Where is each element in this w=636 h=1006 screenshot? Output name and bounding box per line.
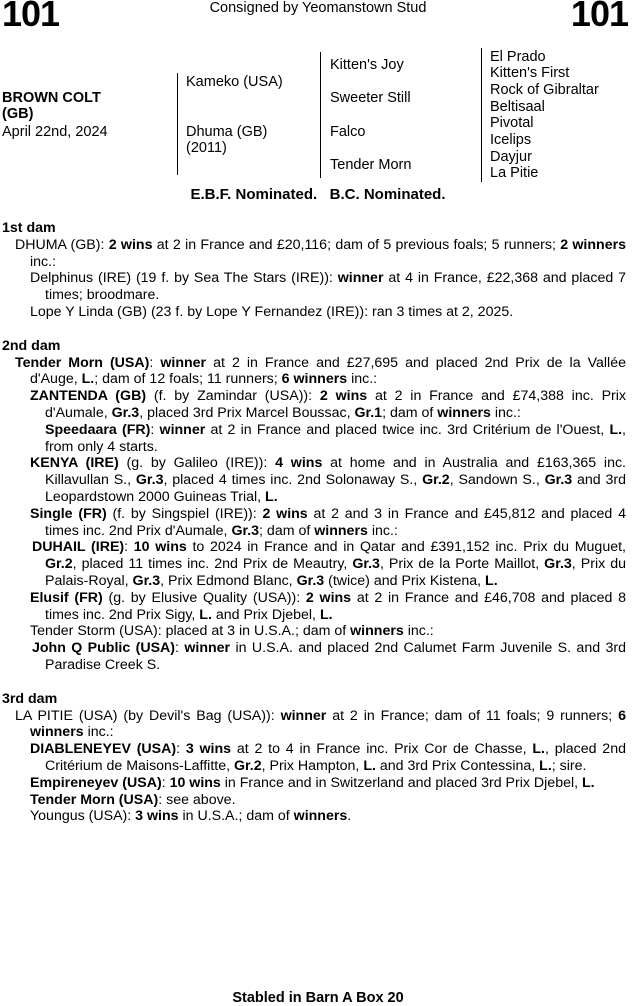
pedigree-sire: Kameko (USA)	[186, 74, 283, 90]
produce-tender-morn: Tender Morn (USA): see above.	[30, 791, 236, 808]
produce-elusif: Elusif (FR) (g. by Elusive Quality (USA)): 2 wins at 2 in France and £46,708 and placed 8 times inc. 2nd Prix Sigy, L. and Prix Djebel, L.	[30, 589, 626, 623]
pedigree-dam: Dhuma (GB)	[186, 124, 268, 140]
produce-single: Single (FR) (f. by Singspiel (IRE)): 2 wins at 2 and 3 in France and £45,812 and placed 4 times inc. 2nd Prix d'Aumale, Gr.3; dam of winners inc.:	[30, 505, 626, 539]
pedigree-gen4-3: Rock of Gibraltar	[490, 82, 599, 98]
lot-number-right: 101	[570, 0, 628, 34]
pedigree-dam-year: (2011)	[186, 140, 227, 156]
pedigree-gen4-7: Dayjur	[490, 149, 532, 165]
produce-john-q-public: John Q Public (USA): winner in U.S.A. and placed 2nd Calumet Farm Juvenile S. and 3rd Paradise Creek S.	[32, 640, 626, 673]
pedigree-bracket-1	[177, 73, 178, 175]
stabling-info: Stabled in Barn A Box 20	[232, 990, 404, 1006]
nominations: E.B.F. Nominated. B.C. Nominated.	[190, 186, 446, 203]
pedigree-gen4-8: La Pitie	[490, 165, 539, 181]
pedigree-dam-dam: Tender Morn	[330, 157, 412, 173]
pedigree-gen4-6: Icelips	[490, 132, 532, 148]
produce-youngus: Youngus (USA): 3 wins in U.S.A.; dam of winners.	[30, 808, 352, 825]
pedigree-gen4-5: Pivotal	[490, 115, 534, 131]
third-dam-heading: 3rd dam	[2, 690, 58, 707]
pedigree-sire-sire: Kitten's Joy	[330, 57, 404, 73]
produce-empireneyev: Empireneyev (USA): 10 wins in France and in Switzerland and placed 3rd Prix Djebel, L.	[30, 774, 595, 791]
pedigree-bracket-3	[481, 48, 482, 182]
consignor: Consigned by Yeomanstown Stud	[209, 0, 427, 16]
foaling-date: April 22nd, 2024	[2, 124, 108, 140]
produce-delphinus: Delphinus (IRE) (19 f. by Sea The Stars (IRE)): winner at 4 in France, £22,368 and placed 7 times; broodmare.	[30, 270, 626, 304]
produce-speedaara: Speedaara (FR): winner at 2 in France and placed twice inc. 3rd Critérium de l'Ouest, L., from only 4 starts.	[45, 421, 626, 455]
produce-lope-y-linda: Lope Y Linda (GB) (23 f. by Lope Y Fernandez (IRE)): ran 3 times at 2, 2025.	[30, 303, 514, 320]
pedigree-bracket-2	[320, 52, 321, 178]
pedigree-sire-dam: Sweeter Still	[330, 90, 411, 106]
first-dam-heading: 1st dam	[2, 220, 56, 236]
lot-number-left: 101	[2, 0, 60, 34]
horse-description: BROWN COLT	[2, 90, 101, 106]
pedigree-dam-sire: Falco	[330, 124, 366, 140]
produce-diableneyev: DIABLENEYEV (USA): 3 wins at 2 to 4 in France inc. Prix Cor de Chasse, L., placed 2nd Critérium de Maisons-Laffitte, Gr.2, Prix Hampton, L. and 3rd Prix Contessina, L.; sire.	[30, 741, 626, 774]
first-dam-entry: DHUMA (GB): 2 wins at 2 in France and £20,116; dam of 5 previous foals; 5 runners; 2 winners inc.:	[15, 236, 627, 270]
second-dam-entry: Tender Morn (USA): winner at 2 in France and £27,695 and placed 2nd Prix de la Vallée d'Auge, L.; dam of 12 foals; 11 runners; 6 winners inc.:	[15, 354, 626, 388]
produce-kenya: KENYA (IRE) (g. by Galileo (IRE)): 4 wins at home and in Australia and £163,365 inc. Killavullan S., Gr.3, placed 4 times inc. 2nd Solonaway S., Gr.2, Sandown S., Gr.3 and 3rd Leopardstown 2000 Guineas Trial, L.	[30, 455, 627, 505]
pedigree-gen4-2: Kitten's First	[490, 65, 570, 81]
horse-country: (GB)	[2, 106, 34, 122]
produce-zantenda: ZANTENDA (GB) (f. by Zamindar (USA)): 2 wins at 2 in France and £74,388 inc. Prix d'Aumale, Gr.3, placed 3rd Prix Marcel Boussac, Gr.1; dam of winners inc.:	[30, 388, 627, 421]
third-dam-entry: LA PITIE (USA) (by Devil's Bag (USA)): winner at 2 in France; dam of 11 foals; 9 runners; 6 winners inc.:	[15, 707, 626, 741]
pedigree-gen4-1: El Prado	[490, 49, 546, 65]
catalogue-page	[2, 220, 626, 825]
pedigree-gen4-4: Beltisaal	[490, 99, 545, 115]
second-dam-heading: 2nd dam	[2, 337, 61, 354]
produce-tender-storm: Tender Storm (USA): placed at 3 in U.S.A.; dam of winners inc.:	[30, 623, 434, 640]
produce-duhail: DUHAIL (IRE): 10 wins to 2024 in France and in Qatar and £391,152 inc. Prix du Muguet, Gr.2, placed 11 times inc. 2nd Prix de Meautry, Gr.3, Prix de la Porte Maillot, Gr.3, Prix du Palais-Royal, Gr.3, Prix Edmond Blanc, Gr.3 (twice) and Prix Kistena, L.	[32, 539, 626, 589]
